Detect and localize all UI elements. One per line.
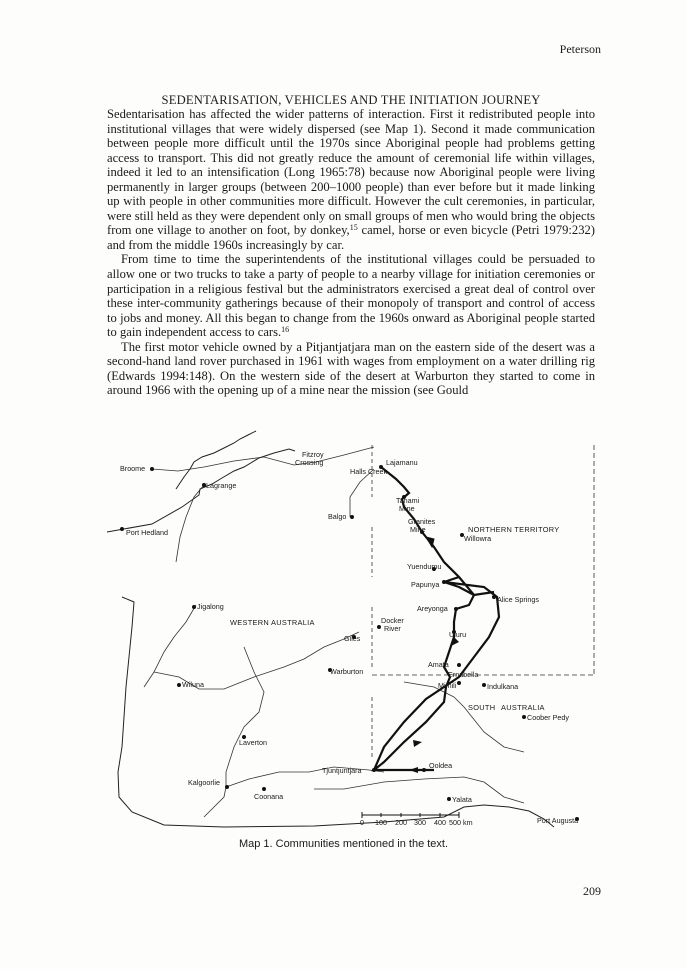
map-label-coober-pedy: Coober Pedy — [527, 713, 569, 722]
scale-tick-0: 0 — [360, 818, 364, 827]
map-label-lajamanu: Lajamanu — [386, 458, 418, 467]
paragraph-3 — [107, 340, 595, 398]
map-label-areyonga: Areyonga — [417, 604, 448, 613]
map-label-fitzroy-crossing-2: Crossing — [295, 458, 324, 467]
map-label-tjuntjuntjara: Tjuntjuntjara — [322, 766, 362, 775]
map-label-broome: Broome — [120, 464, 146, 473]
map-region-australia: AUSTRALIA — [501, 703, 545, 712]
scale-tick-100: 100 — [375, 818, 387, 827]
section-heading: SEDENTARISATION, VEHICLES AND THE INITIATION JOURNEY — [161, 93, 541, 107]
scale-tick-300: 300 — [414, 818, 426, 827]
paragraph-1 — [107, 107, 595, 252]
map-label-willowra: Willowra — [464, 534, 492, 543]
map-label-papunya: Papunya — [411, 580, 440, 589]
paragraph-1-text-cont: camel, horse or even bicycle (Petri 1979:232) and from the middle 1960s increasingly by car. — [107, 223, 595, 252]
map-label-amata: Amata — [428, 660, 449, 669]
map-label-alice-springs: Alice Springs — [497, 595, 539, 604]
map-label-giles: Giles — [344, 634, 361, 643]
map-label-lagrange: Lagrange — [206, 481, 237, 490]
body-text — [107, 107, 595, 398]
scale-tick-500: 500 km — [449, 818, 473, 827]
footnote-ref-16[interactable]: 16 — [281, 325, 290, 335]
page-number: 209 — [583, 884, 601, 898]
map-label-balgo: Balgo — [328, 512, 347, 521]
map-region-south: SOUTH — [468, 703, 496, 712]
map-label-yuendumu: Yuendumu — [407, 562, 442, 571]
running-head: Peterson — [559, 42, 601, 56]
footnote-ref-15[interactable]: 15 — [349, 223, 358, 233]
map-label-fitzroy-crossing-1: Fitzroy — [302, 450, 324, 459]
map-label-wiluna: Wiluna — [182, 680, 204, 689]
map-label-tanami-2: Mine — [399, 504, 415, 513]
map-label-kalgoorlie: Kalgoorlie — [188, 778, 220, 787]
map-label-coonana: Coonana — [254, 792, 284, 801]
scale-tick-400: 400 — [434, 818, 446, 827]
map-caption: Map 1. Communities mentioned in the text. — [238, 838, 449, 850]
map-label-ernabella: Ernabella — [448, 670, 479, 679]
map-label-jigalong: Jigalong — [197, 602, 224, 611]
map-label-yalata: Yalata — [452, 795, 472, 804]
map-label-indulkana: Indulkana — [487, 682, 519, 691]
paragraph-2-text: From time to time the superintendents of the institutional villages could be persuaded to allow one or two trucks to take a party of people to a nearby village for initiation ceremonies or participation in a religious festival but the administrators exercised a great deal of control over these inter-community gatherings because of their monopoly of transport and control of access to jobs and money. All this began to change from the 1960s onward as Aboriginal people started to gain independent access to cars. — [107, 252, 595, 340]
map-svg — [104, 427, 607, 832]
map-label-mimili: Mimili — [438, 681, 457, 690]
map-label-docker-river-1: Docker — [381, 616, 404, 625]
map-label-uluru: Uluru — [449, 630, 467, 639]
paragraph-2 — [107, 252, 595, 339]
map-label-laverton: Laverton — [239, 738, 267, 747]
map-region-western-australia: WESTERN AUSTRALIA — [230, 618, 315, 627]
map-label-port-augusta: Port Augusta — [537, 816, 579, 825]
map-label-granites-1: Granites — [408, 517, 436, 526]
map-region-northern-territory: NORTHERN TERRITORY — [468, 525, 560, 534]
map-label-tanami-1: Tanami — [396, 496, 420, 505]
map-label-port-hedland: Port Hedland — [126, 528, 168, 537]
paragraph-3-text: The first motor vehicle owned by a Pitjantjatjara man on the eastern side of the desert was a second-hand land rover purchased in 1961 with wages from employment on a water drilling rig (Edwards 1994:148). On the western side of the desert at Warburton they started to come in around 1966 with the opening up of a mine near the mission (see Gould — [107, 339, 595, 398]
map-label-ooldea: Ooldea — [429, 761, 453, 770]
map-label-warburton: Warburton — [330, 667, 364, 676]
map-label-granites-2: Mine — [410, 525, 426, 534]
map-label-halls-creek: Halls Creek — [350, 467, 388, 476]
scale-tick-200: 200 — [395, 818, 407, 827]
paragraph-1-text: Sedentarisation has affected the wider patterns of interaction. First it redistributed people into institutional villages that were widely dispersed (see Map 1). Second it made communication between people more difficult until the 1970s since Aboriginal people had problems getting access to transport. This did not greatly reduce the amount of ceremonial life within villages, indeed it led to an intensification (Long 1965:78) because now Aboriginal people were living permanently in larger groups (between 200–1000 people) than ever before but it made linking up with people in other communities more difficult. However the cult ceremonies, in particular, were still held as they were dependent only on small groups of men who would bring the objects from one village to another on foot, by donkey, — [107, 107, 595, 238]
map-label-docker-river-2: River — [384, 624, 401, 633]
map-figure — [104, 427, 607, 832]
